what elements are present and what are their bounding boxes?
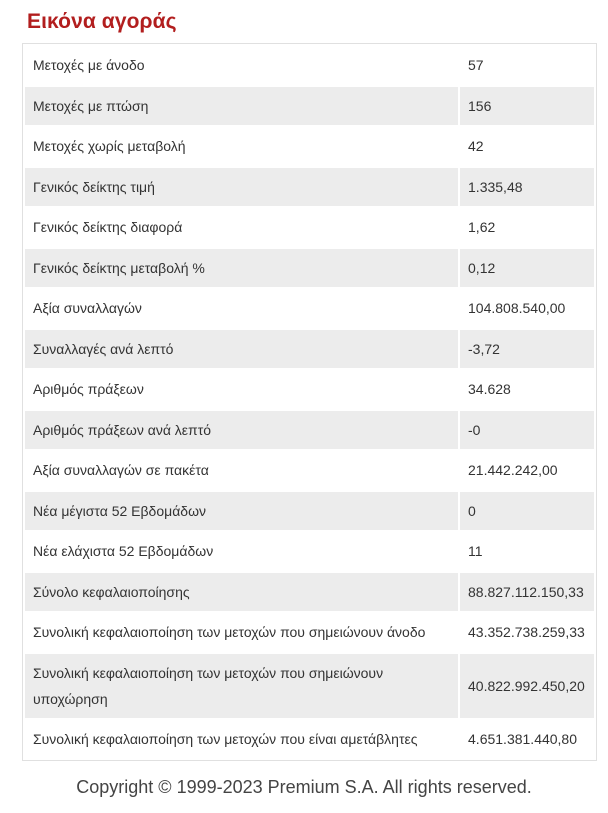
row-value: 1.335,48 <box>460 168 594 207</box>
row-value: 40.822.992.450,20 <box>460 654 594 718</box>
row-value: 57 <box>460 46 594 85</box>
row-label: Αξία συναλλαγών σε πακέτα <box>25 451 458 490</box>
table-row <box>25 46 594 85</box>
table-row <box>25 573 594 612</box>
row-label: Συναλλαγές ανά λεπτό <box>25 330 458 369</box>
table-row <box>25 411 594 450</box>
row-value: 11 <box>460 532 594 571</box>
row-label: Μετοχές με άνοδο <box>25 46 458 85</box>
table-row <box>25 87 594 126</box>
table-row <box>25 532 594 571</box>
row-value: 42 <box>460 127 594 166</box>
market-overview-table <box>22 43 597 761</box>
row-label: Συνολική κεφαλαιοποίηση των μετοχών που σημειώνουν άνοδο <box>25 613 458 652</box>
row-value: 0,12 <box>460 249 594 288</box>
row-label: Αριθμός πράξεων ανά λεπτό <box>25 411 458 450</box>
row-label: Συνολική κεφαλαιοποίηση των μετοχών που σημειώνουν υποχώρηση <box>25 654 458 718</box>
table-row <box>25 289 594 328</box>
table-row <box>25 168 594 207</box>
row-value: 104.808.540,00 <box>460 289 594 328</box>
table-row <box>25 451 594 490</box>
row-label: Γενικός δείκτης μεταβολή % <box>25 249 458 288</box>
table-row <box>25 127 594 166</box>
row-value: -0 <box>460 411 594 450</box>
table-row <box>25 720 594 759</box>
row-value: 1,62 <box>460 208 594 247</box>
table-row <box>25 370 594 409</box>
row-value: 4.651.381.440,80 <box>460 720 594 759</box>
row-value: 21.442.242,00 <box>460 451 594 490</box>
table-row <box>25 492 594 531</box>
row-value: 34.628 <box>460 370 594 409</box>
row-label: Συνολική κεφαλαιοποίηση των μετοχών που είναι αμετάβλητες <box>25 720 458 759</box>
row-label: Νέα ελάχιστα 52 Εβδομάδων <box>25 532 458 571</box>
page-title: Εικόνα αγοράς <box>27 10 177 33</box>
row-label: Νέα μέγιστα 52 Εβδομάδων <box>25 492 458 531</box>
row-label: Γενικός δείκτης τιμή <box>25 168 458 207</box>
row-label: Μετοχές χωρίς μεταβολή <box>25 127 458 166</box>
row-value: 43.352.738.259,33 <box>460 613 594 652</box>
table-row <box>25 249 594 288</box>
table-row <box>25 208 594 247</box>
row-label: Σύνολο κεφαλαιοποίησης <box>25 573 458 612</box>
row-label: Γενικός δείκτης διαφορά <box>25 208 458 247</box>
row-value: -3,72 <box>460 330 594 369</box>
row-value: 156 <box>460 87 594 126</box>
copyright-footer: Copyright © 1999-2023 Premium S.A. All rights reserved. <box>76 777 532 797</box>
table-row <box>25 330 594 369</box>
row-label: Αριθμός πράξεων <box>25 370 458 409</box>
row-value: 88.827.112.150,33 <box>460 573 594 612</box>
table-row <box>25 654 594 718</box>
table-row <box>25 613 594 652</box>
row-value: 0 <box>460 492 594 531</box>
market-overview-table-body <box>25 46 594 758</box>
row-label: Αξία συναλλαγών <box>25 289 458 328</box>
row-label: Μετοχές με πτώση <box>25 87 458 126</box>
